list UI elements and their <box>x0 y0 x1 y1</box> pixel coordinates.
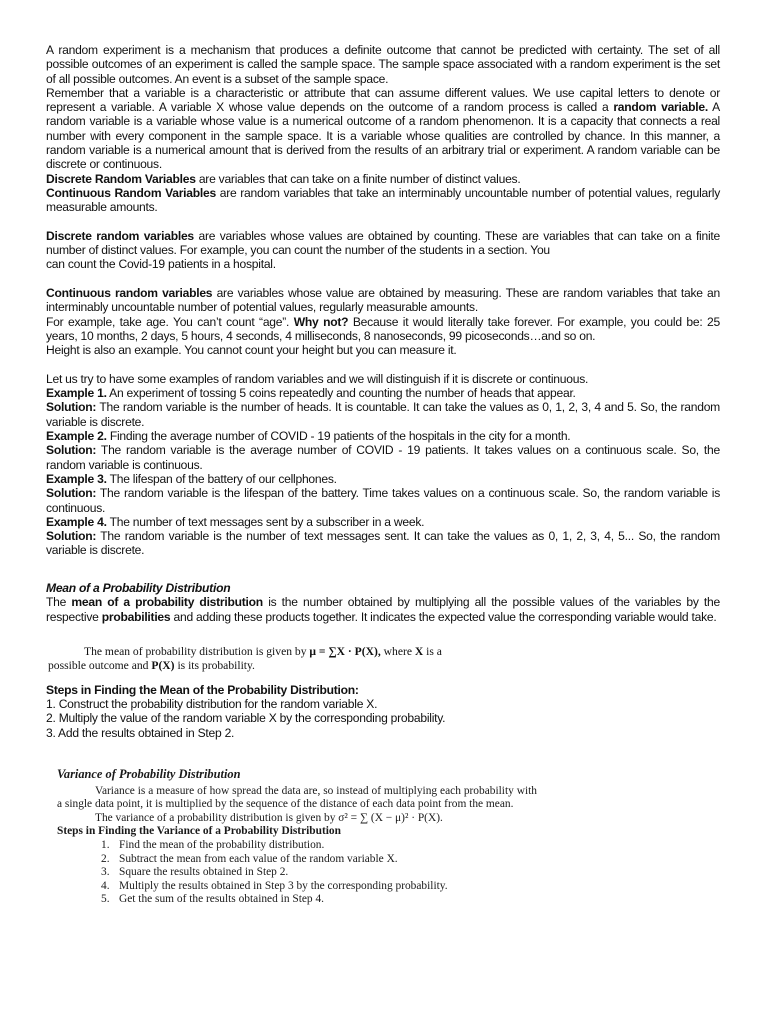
variance-formula <box>57 812 537 826</box>
variance-description: Variance is a measure of how spread the data are, so instead of multiplying each probability with a single data point, it is multiplied by the sequence of the distance of each data point from the mean. <box>57 784 537 811</box>
example-item <box>46 472 720 486</box>
variance-section <box>57 768 537 907</box>
formula-text: is its probability. <box>174 659 255 672</box>
solution-item <box>46 486 720 515</box>
solution-item <box>46 400 720 429</box>
continuous-example-start: For example, take age. You can’t count “age”. <box>46 314 294 329</box>
step-text: Square the results obtained in Step 2. <box>119 866 289 879</box>
solution-text: The random variable is the lifespan of the battery. Time takes values on a continuous scale. So, the random variable is continuous. <box>46 486 720 515</box>
mean-text-3: and adding these products together. It indicates the expected value the corresponding variable would take. <box>170 609 717 624</box>
example-label: Example 4. <box>46 514 107 529</box>
example-text: The number of text messages sent by a subscriber in a week. <box>106 514 425 529</box>
probabilities-term: probabilities <box>101 609 171 624</box>
discrete-section-paragraph <box>46 229 720 258</box>
solution-label: Solution: <box>46 486 97 501</box>
step-text: Multiply the results obtained in Step 3 by the corresponding probability. <box>119 879 448 892</box>
example-label: Example 3. <box>46 471 107 486</box>
mean-term: mean of a probability distribution <box>71 595 263 610</box>
formula-x: X <box>414 645 424 658</box>
example-text: Finding the average number of COVID - 19 patients of the hospitals in the city for a month. <box>106 429 571 444</box>
mean-steps-heading: Steps in Finding the Mean of the Probability Distribution: <box>46 682 359 697</box>
why-not-label: Why not? <box>293 314 349 329</box>
step-number: 3. <box>101 866 110 879</box>
example-label: Example 2. <box>46 429 107 444</box>
examples-intro: Let us try to have some examples of random variables and we will distinguish if it is discrete or continuous. <box>46 371 589 386</box>
example-text: An experiment of tossing 5 coins repeatedly and counting the number of heads that appear. <box>106 386 576 401</box>
solution-item <box>46 529 720 558</box>
step-number: 5. <box>101 893 110 906</box>
mean-formula-expression: μ = ∑X · P(X), <box>309 645 381 658</box>
mean-paragraph <box>46 595 720 624</box>
intro-p2-end: A random variable is a variable whose value is a numerical outcome of a random phenomenon. It is a capacity that connects a real number with every component in the sample space. It is a variable whose qualities are controlled by chance. In this manner, a random variable is a numerical amount that is derived from the results of an arbitrary trial or experiment. A random variable can be discrete or continuous. <box>46 100 720 172</box>
mean-step: 2. Multiply the value of the random variable X by the corresponding probability. <box>46 711 446 726</box>
continuous-section-term: Continuous random variables <box>46 286 213 301</box>
document-body <box>46 43 720 740</box>
step-text: Subtract the mean from each value of the random variable X. <box>119 852 398 865</box>
discrete-term: Discrete Random Variables <box>46 171 196 186</box>
continuous-section-paragraph <box>46 286 720 315</box>
formula-text: The mean of probability distribution is given by <box>84 645 310 658</box>
continuous-example-end: Because it would literally take forever. For example, you could be: 25 years, 10 months, 2 days, 5 hours, 4 seconds, 4 milliseconds, 8 nanoseconds, 99 picoseconds…and so on. <box>46 314 720 343</box>
discrete-section-text: are variables whose values are obtained by counting. These are variables that can take on a finite number of distinct values. For example, you can count the number of the students in a section. You <box>46 228 720 258</box>
mean-formula-line-1 <box>84 645 514 659</box>
example-item <box>46 429 720 443</box>
step-number: 1. <box>101 838 110 851</box>
mean-text-2: is the number obtained by multiplying all the possible values of the variables by the respective <box>46 595 720 624</box>
variance-step <box>101 880 537 894</box>
mean-step: 3. Add the results obtained in Step 2. <box>46 725 235 740</box>
continuous-example-paragraph <box>46 315 720 344</box>
variance-step <box>101 839 537 853</box>
solution-label: Solution: <box>46 529 97 544</box>
formula-px: P(X) <box>151 659 175 672</box>
intro-paragraph-2 <box>46 86 720 172</box>
formula-text: possible outcome and <box>48 659 152 672</box>
step-text: Get the sum of the results obtained in Step 4. <box>119 893 324 906</box>
mean-text-1: The <box>46 595 72 610</box>
continuous-section-text: are variables whose value are obtained by measuring. These are random variables that take an interminably uncountable number of potential values, regularly measurable amounts. <box>46 286 720 315</box>
random-variable-term: random variable. <box>613 100 708 115</box>
solution-label: Solution: <box>46 443 97 458</box>
variance-steps-list <box>57 839 537 907</box>
formula-text: is a <box>423 645 442 658</box>
height-example: Height is also an example. You cannot count your height but you can measure it. <box>46 343 457 358</box>
mean-step: 1. Construct the probability distribution for the random variable X. <box>46 697 378 712</box>
variance-step <box>101 866 537 880</box>
intro-p2-start: Remember that a variable is a characteristic or attribute that can assume different values. We use capital letters to denote or represent a variable. A variable X whose value depends on the outcome of a random process is called a <box>46 85 720 115</box>
example-item <box>46 386 720 400</box>
mean-formula-line-2 <box>48 659 514 673</box>
variance-formula-expression: σ² = ∑ (X − μ)² · P(X). <box>338 811 443 824</box>
formula-text: where <box>380 645 415 658</box>
variance-step <box>101 893 537 907</box>
continuous-def: are random variables that take an interminably uncountable number of potential values, regularly measurable amounts. <box>46 185 720 215</box>
continuous-definition <box>46 186 720 215</box>
solution-text: The random variable is the number of text messages sent. It can take the values as 0, 1, 2, 3, 4, 5... So, the random variable is discrete. <box>46 529 720 558</box>
solution-text: The random variable is the average number of COVID - 19 patients. It takes values on a continuous scale. So, the random variable is continuous. <box>46 443 720 472</box>
mean-formula-block <box>48 645 514 673</box>
step-number: 4. <box>101 879 110 892</box>
examples-list <box>46 386 720 558</box>
discrete-def: are variables that can take on a finite number of distinct values. <box>195 171 521 186</box>
solution-label: Solution: <box>46 400 97 415</box>
continuous-term: Continuous Random Variables <box>46 185 216 200</box>
intro-paragraph-1: A random experiment is a mechanism that produces a definite outcome that cannot be predicted with certainty. The set of all possible outcomes of an experiment is called the sample space. The sample space associated with a random experiment is the set of all possible outcomes. An event is a subset of the sample space. <box>46 43 720 86</box>
example-label: Example 1. <box>46 386 107 401</box>
variance-steps-heading: Steps in Finding the Variance of a Probability Distribution <box>57 825 341 838</box>
example-text: The lifespan of the battery of our cellphones. <box>106 471 337 486</box>
solution-item <box>46 443 720 472</box>
step-text: Find the mean of the probability distribution. <box>119 838 325 851</box>
solution-text: The random variable is the number of heads. It is countable. It can take the values as 0, 1, 2, 3, 4 and 5. So, the random variable is discrete. <box>46 400 720 429</box>
variance-step <box>101 853 537 867</box>
discrete-definition <box>46 172 720 186</box>
discrete-section-term: Discrete random variables <box>46 228 194 243</box>
example-item <box>46 515 720 529</box>
mean-heading: Mean of a Probability Distribution <box>46 580 231 595</box>
variance-heading: Variance of Probability Distribution <box>57 767 241 781</box>
discrete-section-line2: can count the Covid-19 patients in a hospital. <box>46 257 276 272</box>
variance-formula-text: The variance of a probability distribution is given by <box>95 811 339 824</box>
step-number: 2. <box>101 852 110 865</box>
